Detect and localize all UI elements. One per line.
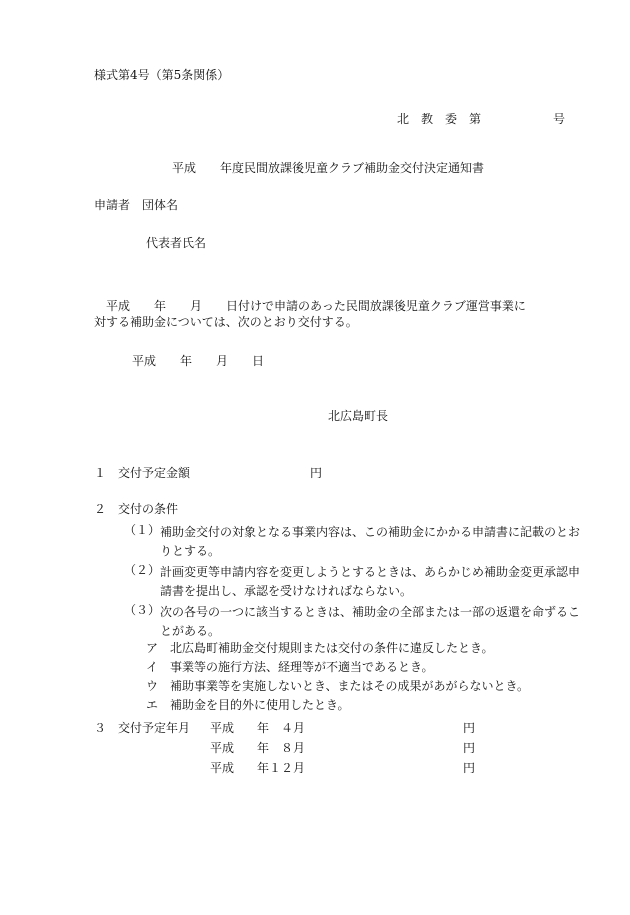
grant-amount-line: １ 交付予定金額 円 <box>94 466 323 480</box>
schedule-row-2-era: 平成 <box>210 741 235 755</box>
issuer-name: 北広島町長 <box>328 409 389 423</box>
condition-3-number: （３） <box>124 603 161 617</box>
schedule-row-3-era: 平成 <box>210 761 235 775</box>
condition-1-number: （１） <box>124 523 161 537</box>
condition-3-sub-a: ア 北広島町補助金交付規則または交付の条件に違反したとき。 <box>146 641 494 655</box>
conditions-heading: ２ 交付の条件 <box>94 502 179 516</box>
notice-body: 平成 年 月 日付けで申請のあった民間放課後児童クラブ運営事業に対する補助金については、次のとおり交付する。 <box>94 299 526 329</box>
schedule-row-3-date: 年１２月 <box>257 761 306 775</box>
notice-date: 平成 年 月 日 <box>132 354 265 368</box>
schedule-row-1-era: 平成 <box>210 721 235 735</box>
document-number: 北 教 委 第 号 <box>397 112 566 126</box>
schedule-row-1-unit: 円 <box>463 721 476 735</box>
condition-3-sub-e: エ 補助金を目的外に使用したとき。 <box>146 698 350 712</box>
applicant-org-label: 申請者 団体名 <box>94 198 179 212</box>
form-number: 様式第4号（第5条関係） <box>94 68 230 82</box>
condition-2-text: 計画変更等申請内容を変更しようとするときは、あらかじめ補助金変更承認申請書を提出し、承認を受けなければならない。 <box>160 565 581 598</box>
condition-3-text: 次の各号の一つに該当するときは、補助金の全部または一部の返還を命ずることがある。 <box>160 605 581 638</box>
condition-2-number: （２） <box>124 563 161 577</box>
schedule-row-2-date: 年 ８月 <box>257 741 306 755</box>
schedule-row-1-date: 年 ４月 <box>257 721 306 735</box>
schedule-label: ３ 交付予定年月 <box>94 721 191 735</box>
condition-3-sub-u: ウ 補助事業等を実施しないとき、またはその成果があがらないとき。 <box>146 679 530 693</box>
representative-label: 代表者氏名 <box>146 236 207 250</box>
document-title: 平成 年度民間放課後児童クラブ補助金交付決定通知書 <box>172 161 485 175</box>
schedule-row-2-unit: 円 <box>463 741 476 755</box>
condition-3-sub-i: イ 事業等の施行方法、経理等が不適当であるとき。 <box>146 660 434 674</box>
schedule-row-3-unit: 円 <box>463 761 476 775</box>
condition-1-text: 補助金交付の対象となる事業内容は、この補助金にかかる申請書に記載のとおりとする。 <box>160 525 581 558</box>
